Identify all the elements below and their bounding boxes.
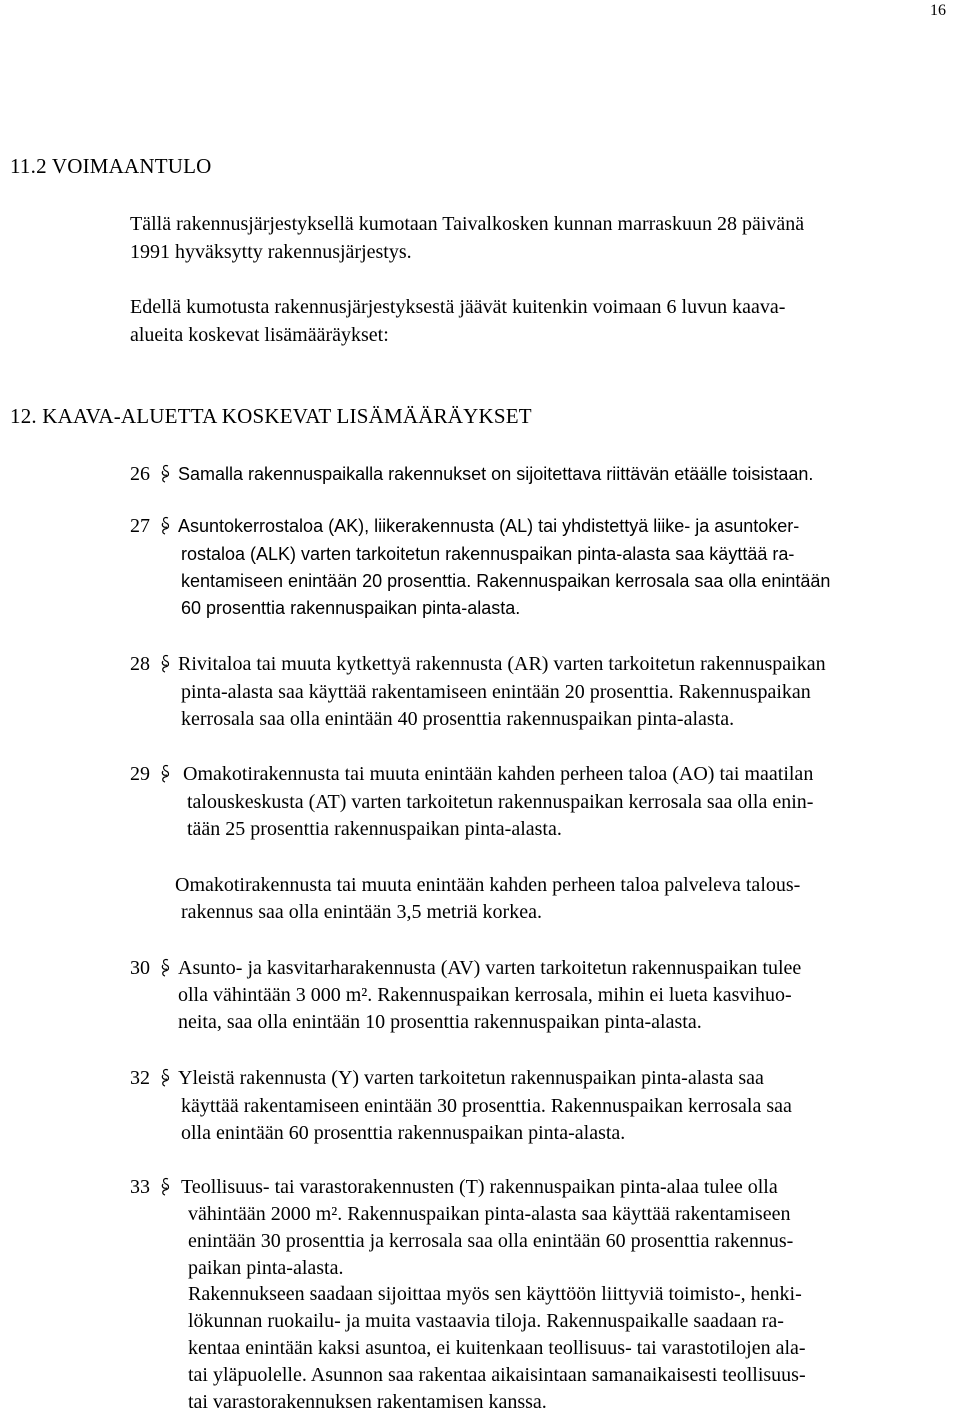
section-heading-11-2: 11.2 VOIMAANTULO xyxy=(10,154,212,178)
paragraph-line: paikan pinta-alasta. xyxy=(188,1257,344,1279)
paragraph-number: 32 xyxy=(130,1067,150,1089)
paragraph-number: 26 xyxy=(130,463,150,485)
paragraph-line: lökunnan ruokailu- ja muita vastaavia tiloja. Rakennuspaikalle saadaan ra- xyxy=(188,1310,784,1332)
paragraph-line: neita, saa olla enintään 10 prosenttia rakennuspaikan pinta-alasta. xyxy=(178,1011,702,1033)
paragraph-number: 27 xyxy=(130,515,150,537)
section-sign-icon xyxy=(160,512,171,540)
paragraph-line: Omakotirakennusta tai muuta enintään kahden perheen taloa palveleva talous- xyxy=(175,874,801,896)
paragraph-line: Omakotirakennusta tai muuta enintään kahden perheen taloa (AO) tai maatilan xyxy=(183,763,814,785)
page-number: 16 xyxy=(930,2,946,19)
paragraph-line: Samalla rakennuspaikalla rakennukset on sijoitettava riittävän etäälle toisistaan. xyxy=(178,464,814,484)
paragraph-line: alueita koskevat lisämääräykset: xyxy=(130,324,389,346)
paragraph-line: olla vähintään 3 000 m². Rakennuspaikan kerrosala, mihin ei lueta kasvihuo- xyxy=(178,984,792,1006)
section-sign-icon xyxy=(160,1064,171,1092)
paragraph-line: pinta-alasta saa käyttää rakentamiseen enintään 20 prosenttia. Rakennuspaikan xyxy=(181,681,811,703)
paragraph-line: Asuntokerrostaloa (AK), liikerakennusta (AL) tai yhdistettyä liike- ja asuntoker- xyxy=(178,516,800,536)
paragraph-number: 33 xyxy=(130,1176,150,1198)
paragraph-line: Yleistä rakennusta (Y) varten tarkoitetun rakennuspaikan pinta-alasta saa xyxy=(178,1067,764,1089)
paragraph-line: kentamiseen enintään 20 prosenttia. Rakennuspaikan kerrosala saa olla enintään xyxy=(181,571,831,591)
paragraph-line: 60 prosenttia rakennuspaikan pinta-alasta. xyxy=(181,598,521,618)
paragraph-line: Asunto- ja kasvitarharakennusta (AV) varten tarkoitetun rakennuspaikan tulee xyxy=(178,957,802,979)
paragraph-line: tään 25 prosenttia rakennuspaikan pinta-alasta. xyxy=(187,818,562,840)
section-sign-icon xyxy=(160,1173,171,1201)
section-sign-icon xyxy=(160,650,171,678)
paragraph-line: Tällä rakennusjärjestyksellä kumotaan Taivalkosken kunnan marraskuun 28 päivänä xyxy=(130,213,805,235)
paragraph-line: Edellä kumotusta rakennusjärjestyksestä jäävät kuitenkin voimaan 6 luvun kaava- xyxy=(130,296,786,318)
paragraph-line: talouskeskusta (AT) varten tarkoitetun rakennuspaikan kerrosala saa olla enin- xyxy=(187,791,814,813)
paragraph-line: käyttää rakentamiseen enintään 30 prosenttia. Rakennuspaikan kerrosala saa xyxy=(181,1095,792,1117)
paragraph-number: 29 xyxy=(130,763,150,785)
paragraph-line: kerrosala saa olla enintään 40 prosenttia rakennuspaikan pinta-alasta. xyxy=(181,708,735,730)
paragraph-number: 28 xyxy=(130,653,150,675)
paragraph-line: Rakennukseen saadaan sijoittaa myös sen käyttöön liittyviä toimisto-, henki- xyxy=(188,1283,802,1305)
paragraph-line: tai varastorakennuksen rakentamisen kanssa. xyxy=(188,1391,547,1413)
section-heading-12: 12. KAAVA-ALUETTA KOSKEVAT LISÄMÄÄRÄYKSET xyxy=(10,404,532,428)
paragraph-line: vähintään 2000 m². Rakennuspaikan pinta-alasta saa käyttää rakentamiseen xyxy=(188,1203,791,1225)
paragraph-line: olla enintään 60 prosenttia rakennuspaikan pinta-alasta. xyxy=(181,1122,626,1144)
paragraph-line: Rivitaloa tai muuta kytkettyä rakennusta (AR) varten tarkoitetun rakennuspaikan xyxy=(178,653,826,675)
section-sign-icon xyxy=(160,460,171,488)
paragraph-line: kentaa enintään kaksi asuntoa, ei kuitenkaan teollisuus- tai varastotilojen ala- xyxy=(188,1337,806,1359)
paragraph-line: enintään 30 prosenttia ja kerrosala saa olla enintään 60 prosenttia rakennus- xyxy=(188,1230,794,1252)
section-sign-icon xyxy=(160,954,171,982)
paragraph-line: Teollisuus- tai varastorakennusten (T) rakennuspaikan pinta-alaa tulee olla xyxy=(181,1176,778,1198)
paragraph-line: rostaloa (ALK) varten tarkoitetun rakennuspaikan pinta-alasta saa käyttää ra- xyxy=(181,544,795,564)
paragraph-line: rakennus saa olla enintään 3,5 metriä korkea. xyxy=(181,901,542,923)
section-sign-icon xyxy=(160,760,171,788)
paragraph-line: tai yläpuolelle. Asunnon saa rakentaa aikaisintaan samanaikaisesti teollisuus- xyxy=(188,1364,806,1386)
paragraph-line: 1991 hyväksytty rakennusjärjestys. xyxy=(130,241,412,263)
paragraph-number: 30 xyxy=(130,957,150,979)
